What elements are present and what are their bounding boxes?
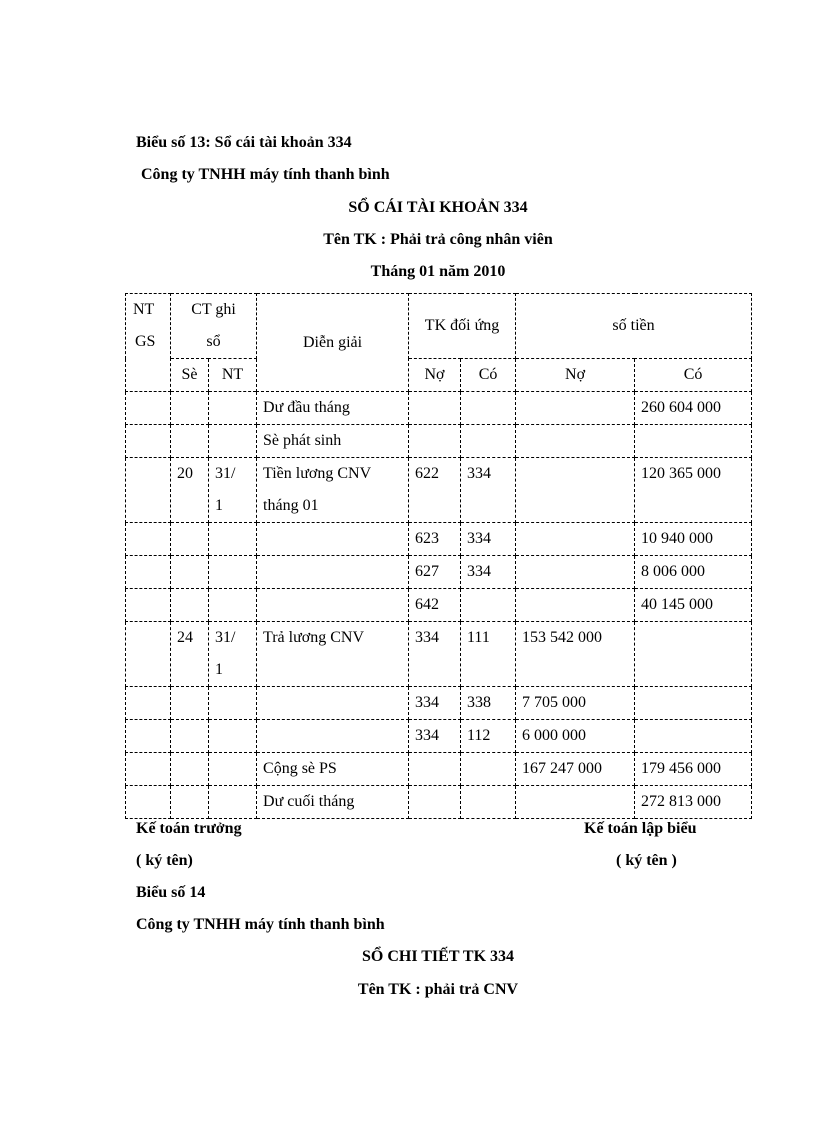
cell-ntgs <box>126 786 171 819</box>
header-so-tien: số tiền <box>516 294 752 359</box>
cell-nt-line1: 31/ <box>215 629 236 646</box>
cell-tk-no: 642 <box>409 589 461 622</box>
period: Tháng 01 năm 2010 <box>370 263 506 280</box>
header-ct-line2: sổ <box>206 333 221 350</box>
ledger-table <box>125 293 752 819</box>
cell-nt <box>209 458 257 523</box>
table-row <box>126 687 752 720</box>
cell-tien-no: 6 000 000 <box>516 720 635 753</box>
cell-ntgs <box>126 392 171 425</box>
cell-dien-giai: Trả lương CNV <box>257 622 409 687</box>
cell-tien-no <box>516 458 635 523</box>
cell-nt <box>209 720 257 753</box>
cell-se <box>171 589 209 622</box>
cell-dien-giai <box>257 589 409 622</box>
header-ct-ghi-so <box>171 294 257 359</box>
company-name-2: Công ty TNHH máy tính thanh bình <box>136 916 385 933</box>
cell-tien-co: 8 006 000 <box>635 556 752 589</box>
cell-tien-co <box>635 425 752 458</box>
cell-tien-no <box>516 589 635 622</box>
cell-tk-co: 334 <box>461 523 516 556</box>
header-tien-no: Nợ <box>516 359 635 392</box>
cell-tk-co <box>461 425 516 458</box>
cell-nt <box>209 687 257 720</box>
cell-tk-co: 111 <box>461 622 516 687</box>
preparer-title: Kế toán lập biểu <box>584 820 697 837</box>
cell-tk-no: 623 <box>409 523 461 556</box>
cell-se <box>171 556 209 589</box>
cell-tien-no: 153 542 000 <box>516 622 635 687</box>
cell-ntgs <box>126 753 171 786</box>
cell-se: 20 <box>171 458 209 523</box>
cell-tk-co: 334 <box>461 556 516 589</box>
cell-tien-no <box>516 425 635 458</box>
cell-dien-giai <box>257 523 409 556</box>
cell-se: 24 <box>171 622 209 687</box>
header-ntgs-line2: GS <box>135 333 156 350</box>
chief-accountant-title: Kế toán trưởng <box>136 820 242 837</box>
cell-se <box>171 392 209 425</box>
cell-se <box>171 523 209 556</box>
cell-se <box>171 753 209 786</box>
detail-account-name: Tên TK : phải trả CNV <box>357 981 519 998</box>
cell-dien-giai-line1: Tiền lương CNV <box>263 465 372 482</box>
cell-dien-giai: Sè phát sinh <box>257 425 409 458</box>
header-tk-co: Có <box>461 359 516 392</box>
cell-tien-no: 167 247 000 <box>516 753 635 786</box>
cell-tk-co <box>461 753 516 786</box>
cell-nt-line1: 31/ <box>215 465 236 482</box>
cell-dien-giai: Dư đầu tháng <box>257 392 409 425</box>
cell-tk-no <box>409 786 461 819</box>
cell-ntgs <box>126 687 171 720</box>
cell-tk-no: 627 <box>409 556 461 589</box>
table-row <box>126 458 752 523</box>
cell-tien-no <box>516 556 635 589</box>
header-tien-co: Có <box>635 359 752 392</box>
cell-ntgs <box>126 458 171 523</box>
cell-dien-giai <box>257 458 409 523</box>
header-row-1 <box>126 294 752 359</box>
header-ntgs-line1: NT <box>133 301 155 318</box>
table-row <box>126 425 752 458</box>
cell-ntgs <box>126 523 171 556</box>
table-row <box>126 720 752 753</box>
header-nt: NT <box>209 359 257 392</box>
cell-tien-no <box>516 786 635 819</box>
table-row <box>126 589 752 622</box>
cell-dien-giai <box>257 556 409 589</box>
cell-tk-no: 334 <box>409 720 461 753</box>
cell-nt <box>209 556 257 589</box>
cell-dien-giai <box>257 687 409 720</box>
cell-nt <box>209 523 257 556</box>
cell-tien-co <box>635 622 752 687</box>
cell-tien-no <box>516 523 635 556</box>
ledger-title: SỔ CÁI TÀI KHOẢN 334 <box>348 199 528 216</box>
table-row <box>126 392 752 425</box>
cell-tk-no: 622 <box>409 458 461 523</box>
chief-accountant-sign: ( ký tên) <box>136 852 193 869</box>
header-row-2 <box>126 359 752 392</box>
header-ct-line1: CT ghi <box>191 301 236 318</box>
table-row <box>126 786 752 819</box>
cell-ntgs <box>126 589 171 622</box>
header-se: Sè <box>171 359 209 392</box>
cell-se <box>171 720 209 753</box>
detail-title: SỔ CHI TIẾT TK 334 <box>361 948 515 965</box>
account-name: Tên TK : Phải trả công nhân viên <box>323 231 553 248</box>
cell-ntgs <box>126 622 171 687</box>
cell-nt-line2: 1 <box>215 661 223 678</box>
cell-nt <box>209 786 257 819</box>
cell-nt <box>209 589 257 622</box>
table-row <box>126 556 752 589</box>
cell-ntgs <box>126 425 171 458</box>
table-row <box>126 753 752 786</box>
cell-tien-co: 120 365 000 <box>635 458 752 523</box>
header-tk-no: Nợ <box>409 359 461 392</box>
cell-dien-giai: Dư cuối tháng <box>257 786 409 819</box>
cell-tien-no: 7 705 000 <box>516 687 635 720</box>
cell-tien-co: 40 145 000 <box>635 589 752 622</box>
cell-dien-giai: Cộng sè PS <box>257 753 409 786</box>
cell-se <box>171 786 209 819</box>
cell-tk-co <box>461 589 516 622</box>
cell-tk-no: 334 <box>409 687 461 720</box>
cell-se <box>171 425 209 458</box>
cell-nt <box>209 425 257 458</box>
cell-ntgs <box>126 556 171 589</box>
cell-tien-co: 10 940 000 <box>635 523 752 556</box>
cell-tien-co: 260 604 000 <box>635 392 752 425</box>
caption-14: Biểu số 14 <box>136 884 206 901</box>
cell-tien-no <box>516 392 635 425</box>
cell-tk-co: 338 <box>461 687 516 720</box>
cell-nt <box>209 622 257 687</box>
cell-tien-co <box>635 720 752 753</box>
table-row <box>126 622 752 687</box>
cell-ntgs <box>126 720 171 753</box>
cell-tien-co <box>635 687 752 720</box>
cell-tk-co <box>461 786 516 819</box>
cell-tien-co: 272 813 000 <box>635 786 752 819</box>
cell-dien-giai-line2: tháng 01 <box>263 497 319 514</box>
cell-nt <box>209 753 257 786</box>
cell-tk-no <box>409 753 461 786</box>
cell-tien-co: 179 456 000 <box>635 753 752 786</box>
preparer-sign: ( ký tên ) <box>616 852 677 869</box>
cell-tk-co <box>461 392 516 425</box>
cell-tk-no <box>409 392 461 425</box>
company-name: Công ty TNHH máy tính thanh bình <box>141 166 390 183</box>
cell-tk-co: 112 <box>461 720 516 753</box>
cell-nt-line2: 1 <box>215 497 223 514</box>
cell-tk-no <box>409 425 461 458</box>
header-dien-giai: Diễn giải <box>257 294 409 392</box>
header-tk-doi-ung: TK đối ứng <box>409 294 516 359</box>
cell-se <box>171 687 209 720</box>
cell-tk-no: 334 <box>409 622 461 687</box>
cell-dien-giai <box>257 720 409 753</box>
header-ntgs <box>126 294 171 392</box>
caption-13: Biểu số 13: Sổ cái tài khoản 334 <box>136 134 352 151</box>
cell-nt <box>209 392 257 425</box>
cell-tk-co: 334 <box>461 458 516 523</box>
table-row <box>126 523 752 556</box>
